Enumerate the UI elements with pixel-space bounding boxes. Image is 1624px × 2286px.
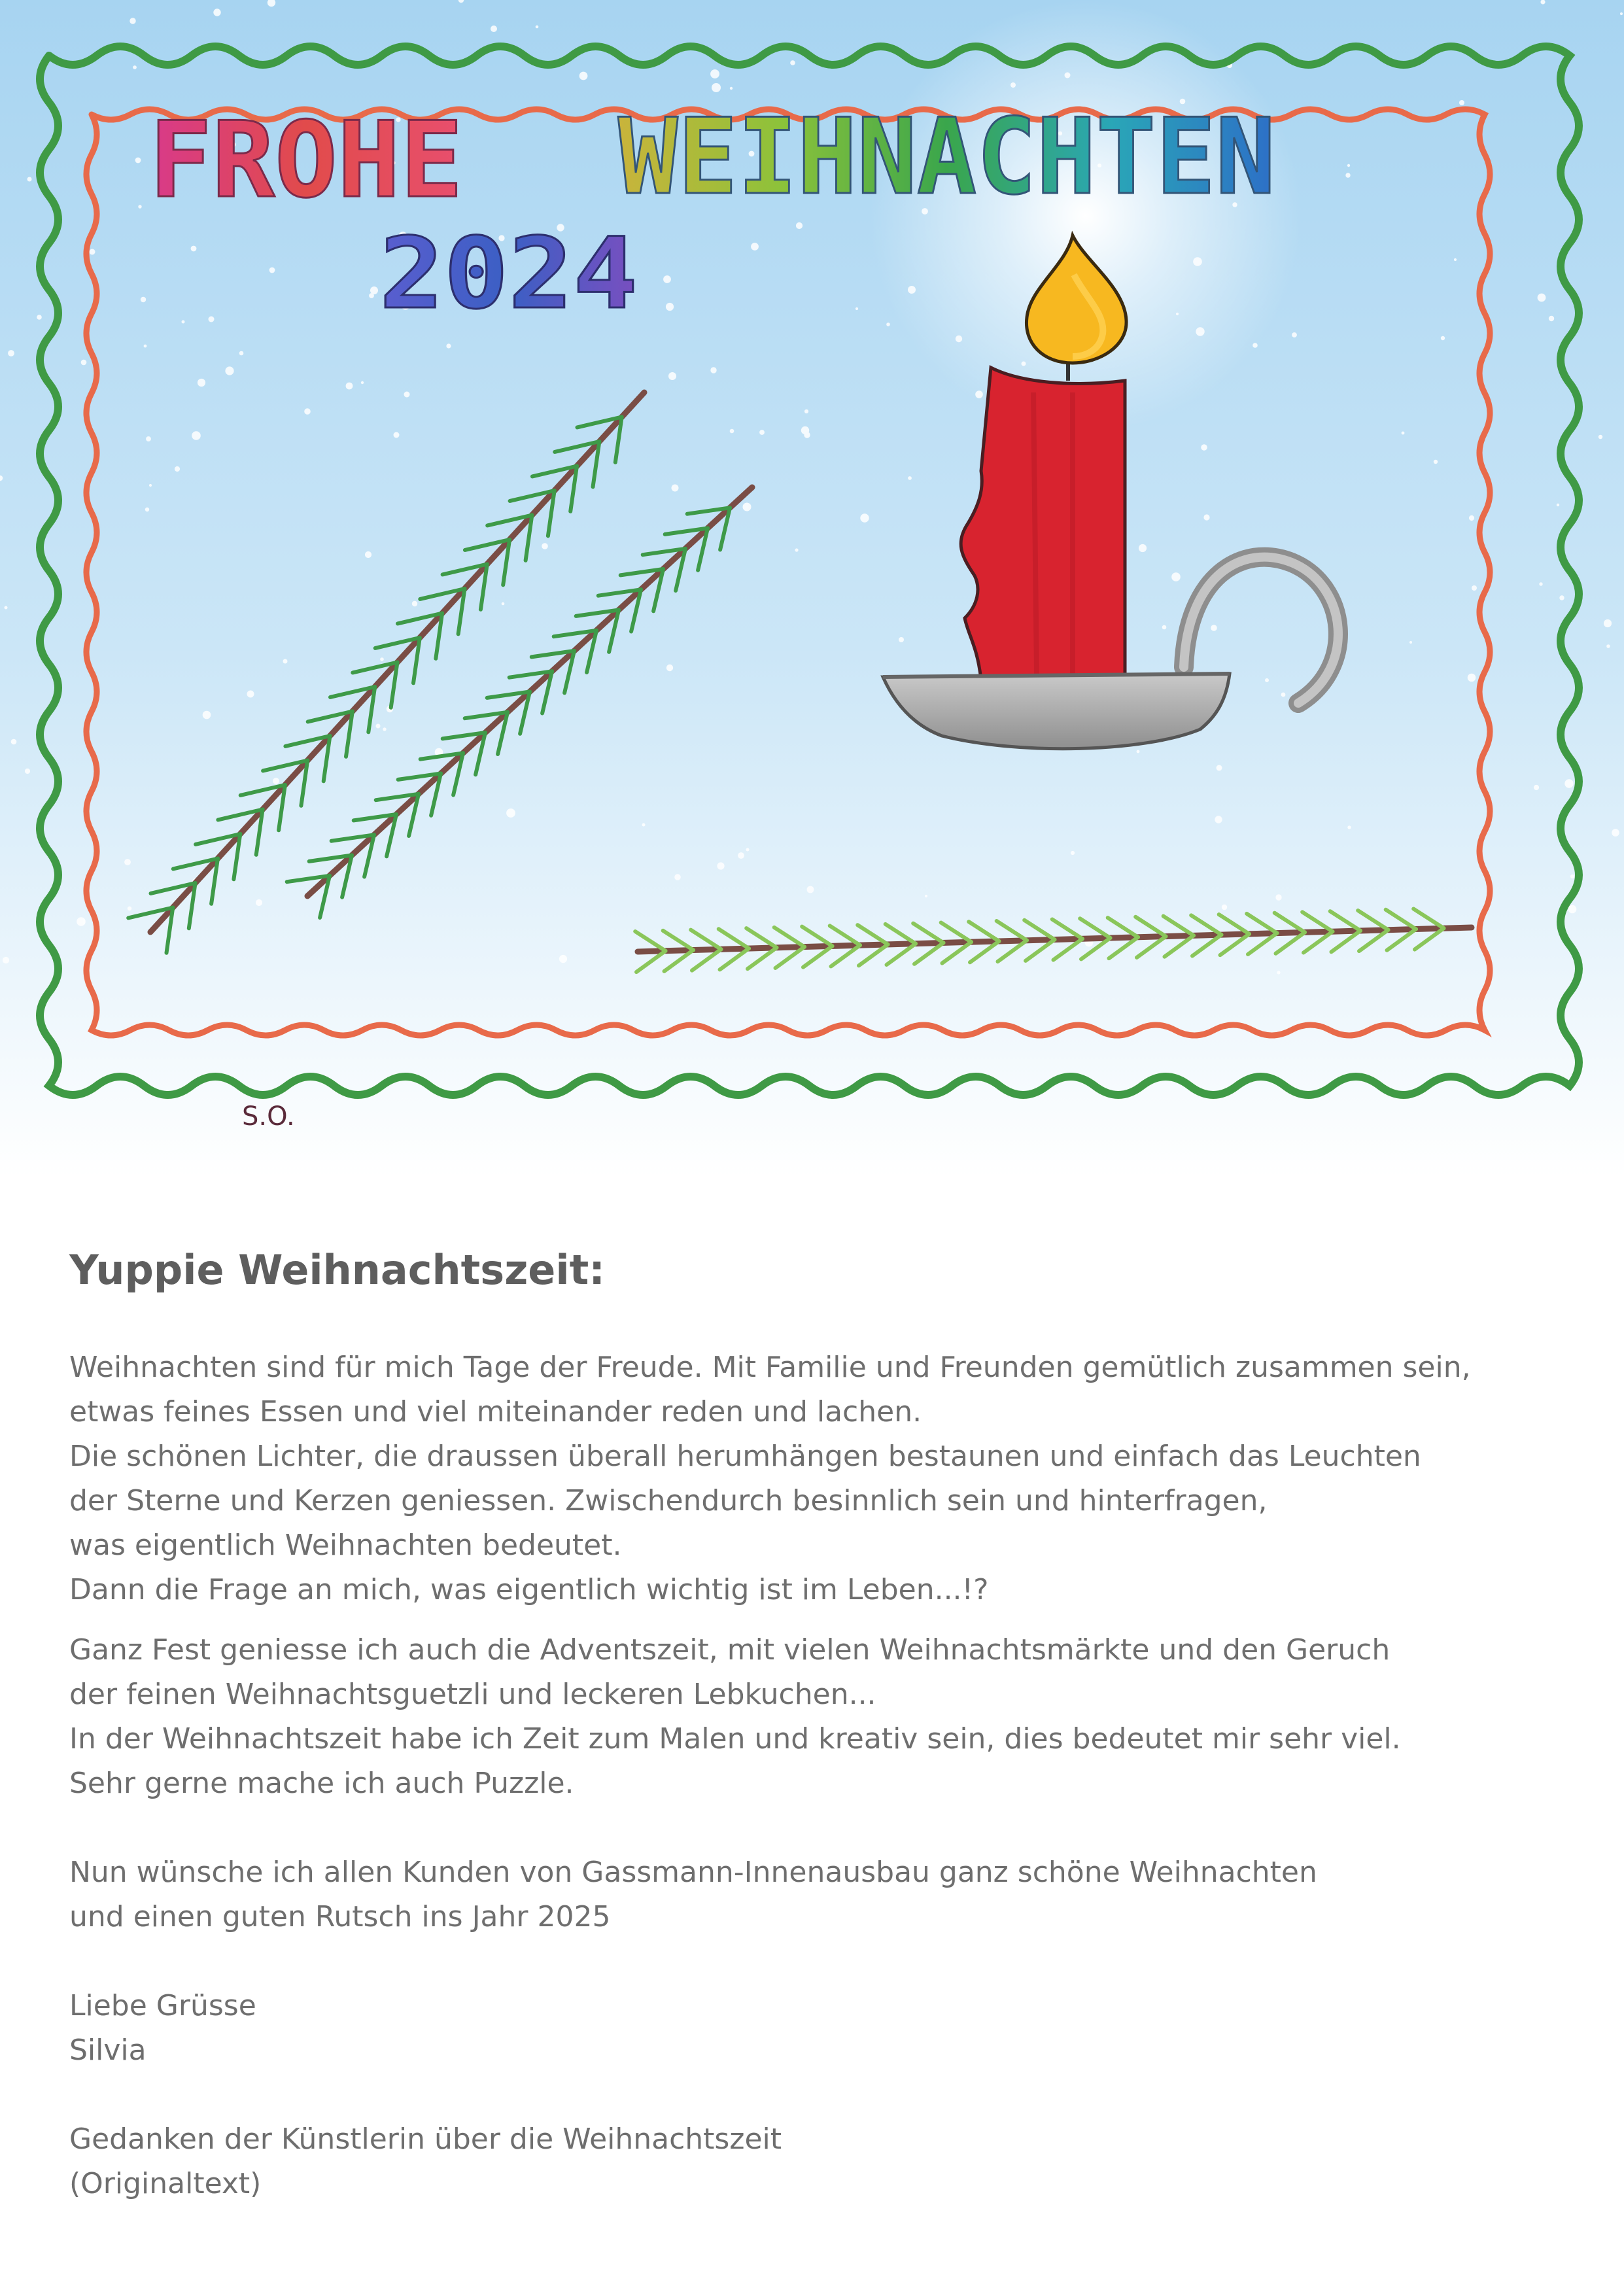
- text-line: Nun wünsche ich allen Kunden von Gassmann-Innenausbau ganz schöne Weihnachten: [69, 1856, 1317, 1890]
- snowflake: [1472, 585, 1477, 591]
- closing: [69, 1984, 1574, 2073]
- snowflake: [1222, 905, 1227, 910]
- snowflake: [146, 436, 151, 442]
- snowflake: [579, 72, 588, 80]
- snowflake: [412, 601, 417, 606]
- snowflake: [536, 26, 539, 29]
- snowflake: [1568, 905, 1577, 914]
- paragraph-3: [69, 1850, 1574, 1939]
- snowflake: [225, 366, 233, 375]
- snowflake: [145, 508, 149, 511]
- snowflake: [269, 268, 275, 273]
- snowflake: [191, 246, 197, 252]
- snowflake: [804, 432, 810, 438]
- text-line: Sehr gerne mache ich auch Puzzle.: [69, 1767, 574, 1801]
- snowflake: [730, 429, 734, 434]
- snowflake: [666, 303, 674, 311]
- snowflake: [175, 466, 180, 472]
- snowflake: [138, 205, 141, 208]
- snowflake: [1454, 258, 1457, 261]
- text-line: Dann die Frage an mich, was eigentlich wichtig ist im Leben...!?: [69, 1573, 989, 1607]
- snowflake: [361, 381, 364, 384]
- snowflake: [807, 886, 814, 893]
- snowflake: [365, 551, 371, 558]
- snowflake: [1564, 779, 1573, 788]
- snowflake: [1409, 641, 1412, 644]
- snowflake: [90, 249, 95, 255]
- greeting-year: 2024: [379, 217, 638, 331]
- text-line: was eigentlich Weihnachten bedeutet.: [69, 1529, 622, 1563]
- closing-name: Silvia: [69, 2034, 147, 2068]
- snowflake: [751, 243, 759, 251]
- snowflake: [506, 808, 515, 818]
- snowflake: [1620, 12, 1623, 15]
- snowflake: [141, 297, 146, 302]
- footnote-line: (Originaltext): [69, 2167, 262, 2201]
- snowflake: [1612, 829, 1619, 837]
- letter-text: [69, 1246, 1574, 2206]
- snowflake: [1570, 875, 1574, 878]
- snowflake: [128, 907, 131, 910]
- snowflake: [1538, 294, 1546, 302]
- snowflake: [1469, 515, 1474, 521]
- snowflake: [394, 432, 400, 438]
- snowflake: [25, 769, 30, 774]
- snowflake: [77, 917, 86, 926]
- snowflake: [213, 9, 220, 16]
- snowflake: [3, 957, 9, 963]
- greeting-word-weihnachten: WEIHNACHTEN: [618, 95, 1275, 218]
- snowflake: [182, 320, 185, 324]
- snowflake: [730, 87, 733, 90]
- snowflake: [192, 431, 201, 440]
- snowflake: [27, 177, 32, 182]
- snowflake: [746, 848, 750, 852]
- snowflake: [925, 895, 927, 897]
- snowflake: [668, 372, 676, 380]
- snowflake: [559, 955, 567, 963]
- snowflake: [1598, 435, 1602, 439]
- text-line: der Sterne und Kerzen geniessen. Zwischendurch besinnlich sein und hinterfragen,: [69, 1484, 1268, 1518]
- candle-body: [961, 368, 1125, 680]
- snowflake: [1534, 785, 1539, 790]
- snowflake: [1281, 693, 1286, 697]
- snowflake: [1345, 173, 1350, 177]
- snowflake: [502, 602, 505, 606]
- snowflake: [710, 69, 719, 78]
- snowflake: [5, 606, 8, 610]
- text-line: Weihnachten sind für mich Tage der Freude. Mit Familie und Freunden gemütlich zusammen sein,: [69, 1351, 1471, 1385]
- snowflake: [209, 317, 215, 322]
- snowflake: [124, 859, 131, 865]
- snowflake: [247, 691, 254, 698]
- snowflake: [790, 60, 795, 65]
- snowflake: [1217, 765, 1222, 771]
- snowflake: [717, 862, 724, 869]
- text-line: etwas feines Essen und viel miteinander reden und lachen.: [69, 1395, 922, 1429]
- snowflake: [886, 322, 890, 326]
- artist-signature: S.O.: [242, 1101, 295, 1132]
- snowflake: [1203, 514, 1209, 520]
- snowflake: [712, 83, 721, 92]
- snowflake: [1277, 971, 1280, 974]
- snowflake: [369, 293, 374, 298]
- snowflake: [404, 392, 410, 398]
- snowflake: [1557, 504, 1559, 506]
- snowflake: [1459, 100, 1464, 105]
- snowflake: [1539, 582, 1542, 585]
- snowflake: [1137, 750, 1140, 753]
- snowflake: [81, 360, 87, 366]
- footnote-line: Gedanken der Künstlerin über die Weihnachtszeit: [69, 2122, 782, 2156]
- snowflake: [804, 409, 808, 413]
- snowflake: [149, 484, 152, 487]
- snowflake: [1604, 619, 1612, 627]
- text-line: Ganz Fest geniesse ich auch die Adventszeit, mit vielen Weihnachtsmärkte und den Geruch: [69, 1633, 1391, 1667]
- snowflake: [1162, 625, 1167, 630]
- snowflake: [1071, 851, 1075, 855]
- snowflake: [11, 739, 17, 745]
- paragraph-1: [69, 1345, 1574, 1612]
- snowflake: [133, 65, 137, 69]
- snowflake: [796, 222, 803, 229]
- snowflake: [1211, 625, 1217, 631]
- snowflake: [273, 778, 279, 784]
- snowflake: [542, 543, 548, 549]
- snowflake: [37, 315, 42, 320]
- snowflake: [1441, 336, 1445, 340]
- snowflake: [1201, 444, 1207, 451]
- snowflake: [1215, 816, 1222, 823]
- snowflake: [346, 383, 353, 390]
- snowflake: [1559, 595, 1564, 600]
- snowflake: [1468, 674, 1476, 682]
- snowflake: [710, 367, 716, 373]
- text-line: der feinen Weihnachtsguetzli und leckeren Lebkuchen...: [69, 1678, 876, 1712]
- greeting-word-frohe: FROHE: [149, 99, 463, 221]
- snowflake: [1606, 644, 1610, 648]
- snowflake: [383, 727, 386, 731]
- snowflake: [376, 724, 381, 729]
- snowflake: [1347, 825, 1351, 829]
- snowflake: [1549, 316, 1554, 321]
- snowflake: [1347, 164, 1350, 167]
- snowflake: [304, 408, 311, 415]
- snowflake: [759, 430, 765, 435]
- text-line: und einen guten Rutsch ins Jahr 2025: [69, 1900, 611, 1934]
- snowflake: [380, 657, 384, 661]
- footnote: [69, 2117, 1574, 2206]
- snowflake: [1171, 572, 1181, 581]
- snowflake: [239, 351, 244, 356]
- snowflake: [256, 899, 262, 906]
- snowflake: [135, 158, 141, 164]
- snowflake: [672, 485, 679, 492]
- snowflake: [198, 379, 205, 387]
- snowflake: [899, 637, 904, 642]
- closing-greeting: Liebe Grüsse: [69, 1989, 256, 2023]
- snowflake: [130, 18, 135, 24]
- snowflake: [1275, 894, 1281, 900]
- snowflake: [144, 345, 147, 348]
- snowflake: [738, 852, 744, 859]
- snowflake: [1434, 460, 1438, 464]
- snowflake: [491, 26, 497, 32]
- snowflake: [795, 548, 798, 551]
- snowflake: [908, 476, 912, 480]
- text-line: Die schönen Lichter, die draussen überall herumhängen bestaunen und einfach das Leuchten: [69, 1440, 1421, 1474]
- snowflake: [860, 513, 869, 522]
- snowflake: [1139, 544, 1147, 552]
- snowflake: [666, 665, 673, 671]
- snowflake: [1402, 432, 1405, 435]
- snowflake: [674, 874, 681, 880]
- snowflake: [855, 307, 858, 310]
- letter-heading: Yuppie Weihnachtszeit:: [69, 1246, 606, 1294]
- snowflake: [663, 275, 671, 283]
- snowflake: [743, 503, 752, 511]
- snowflake: [642, 823, 646, 827]
- snowflake: [283, 659, 288, 664]
- paragraph-2: [69, 1628, 1574, 1806]
- snowflake: [203, 711, 211, 719]
- snowflake: [446, 343, 451, 348]
- snowflake: [1292, 332, 1297, 338]
- text-line: In der Weihnachtszeit habe ich Zeit zum Malen und kreativ sein, dies bedeutet mir sehr viel.: [69, 1722, 1401, 1756]
- snowflake: [8, 350, 14, 356]
- snowflake: [1265, 678, 1269, 682]
